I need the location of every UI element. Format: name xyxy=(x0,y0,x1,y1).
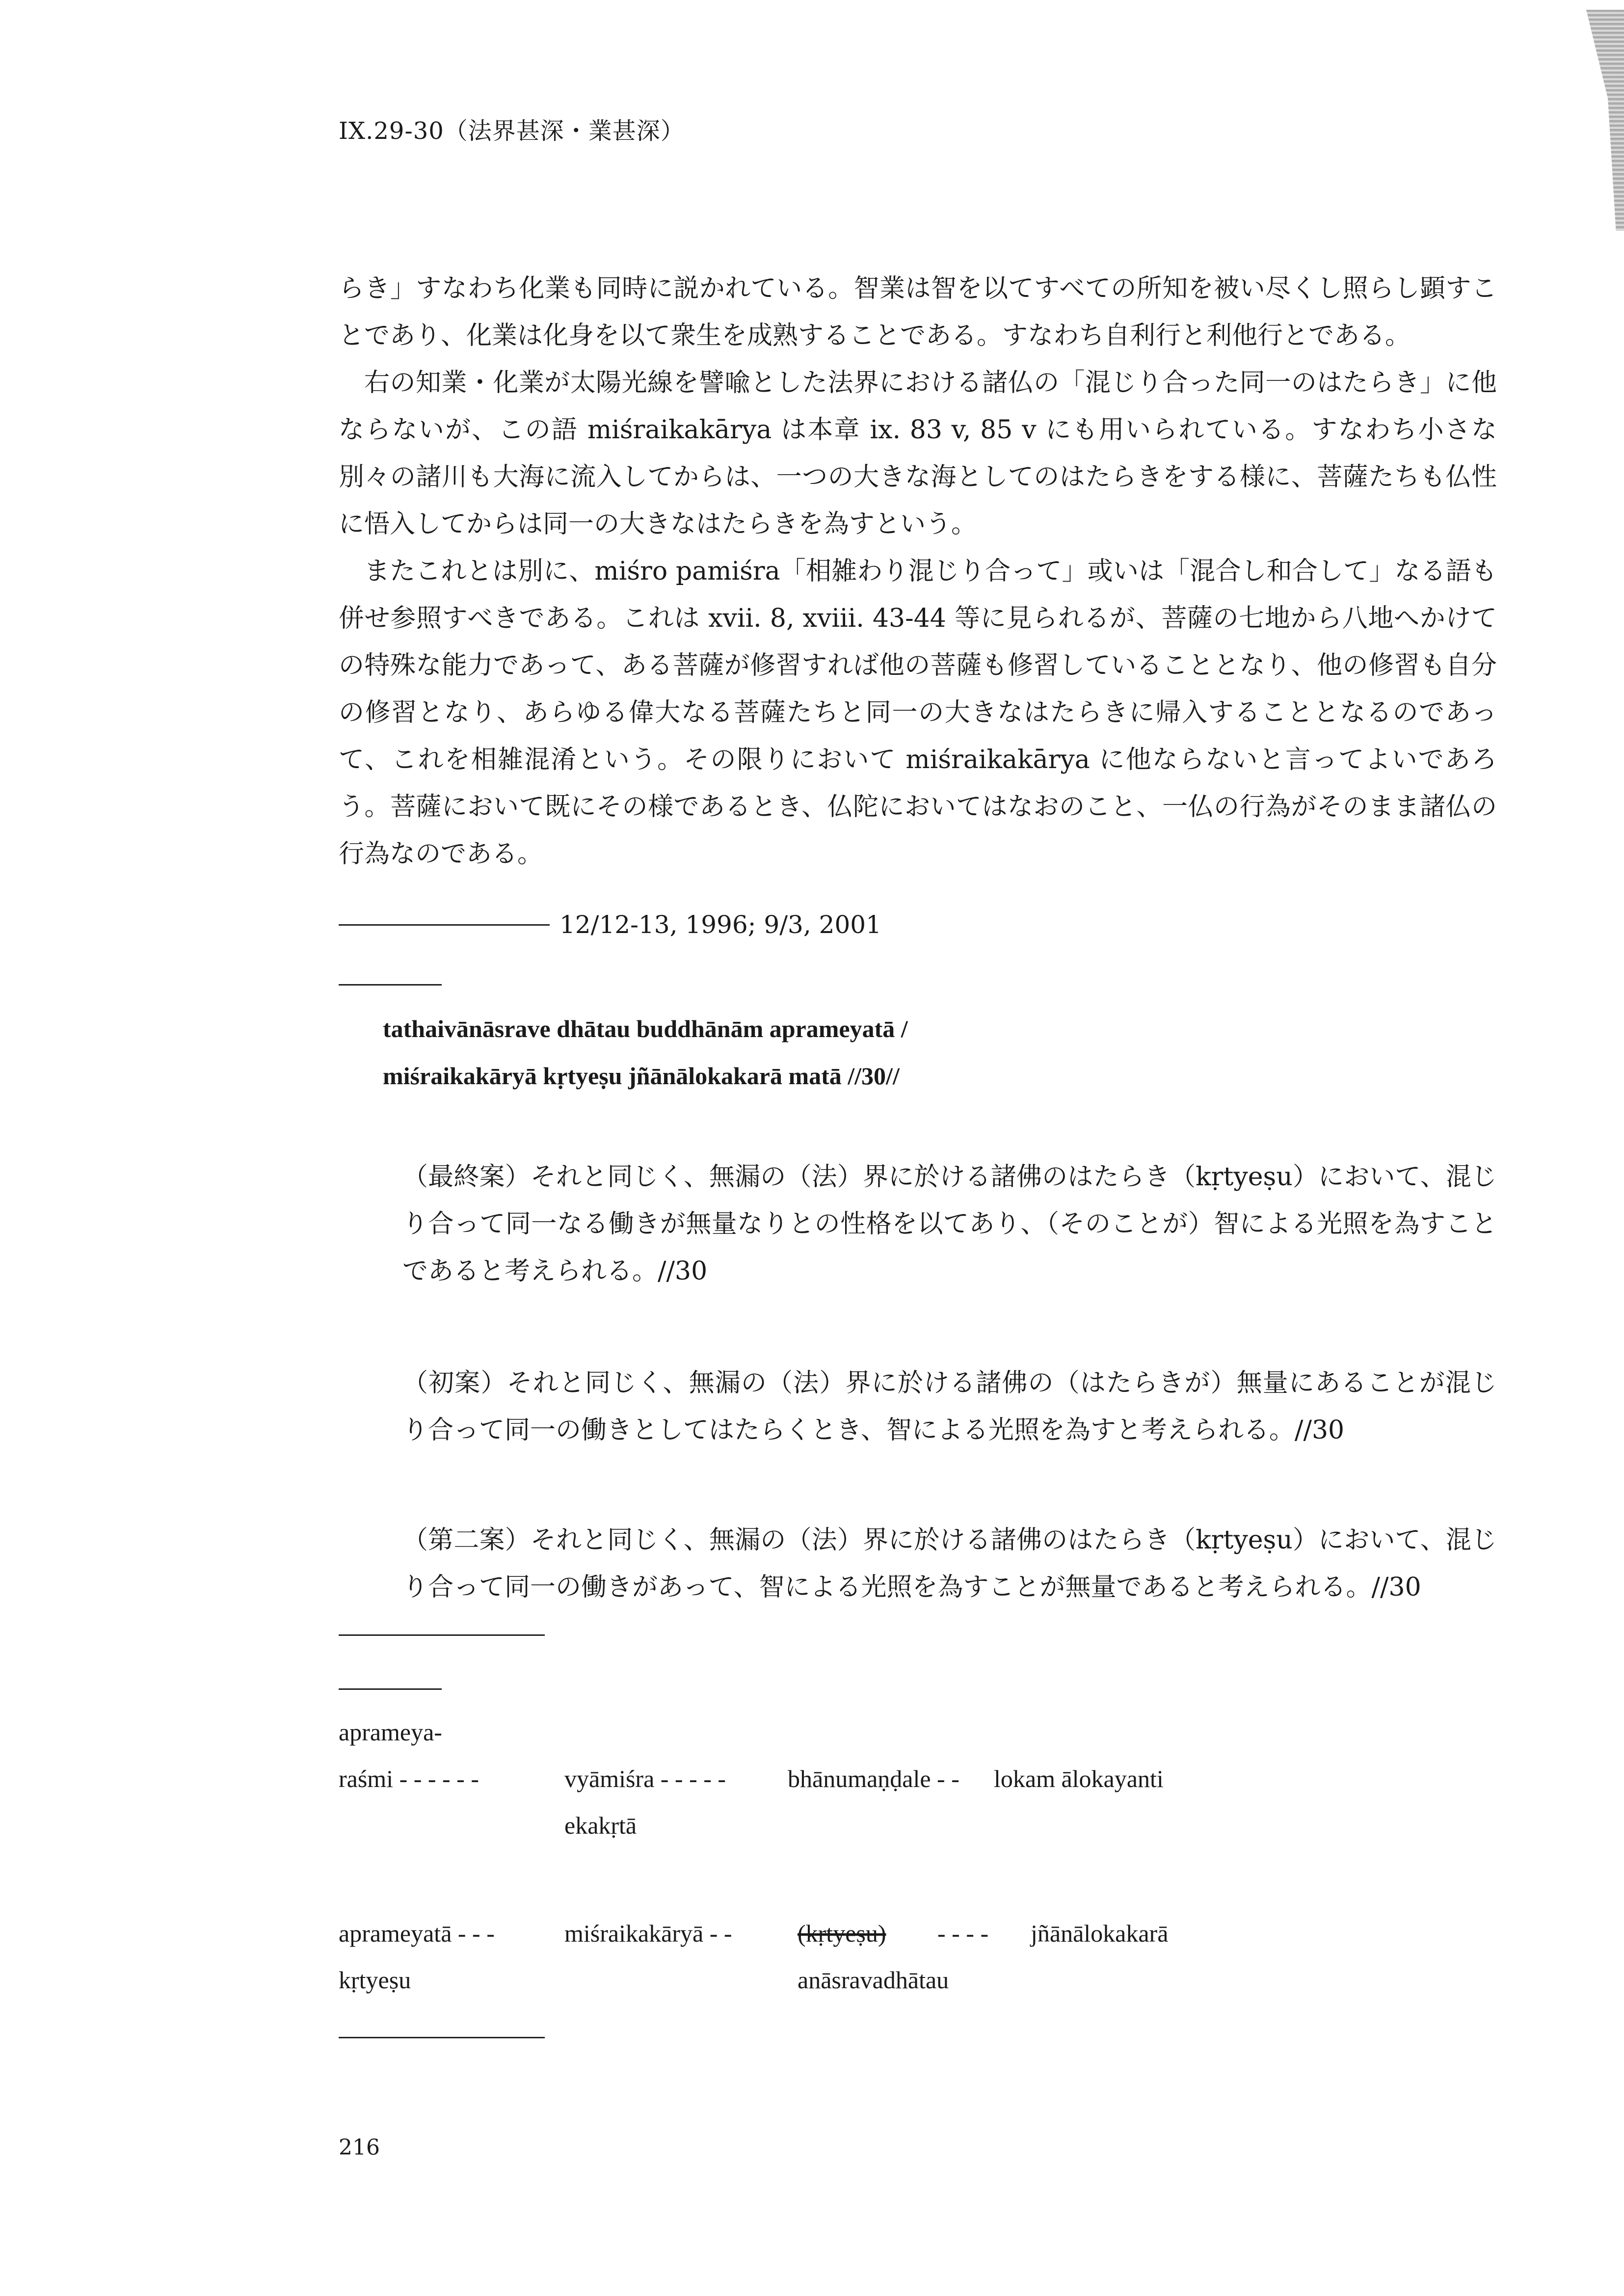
diagram-term: ekakṛtā xyxy=(564,1812,637,1839)
body-paragraph: らき」すなわち化業も同時に説かれている。智業は智を以てすべての所知を被い尽くし照らし顕すことであり、化業は化身を以て衆生を成熟することである。すなわち自利行と利他行とである。 xyxy=(339,274,1497,350)
diagram-term: jñānālokakarā xyxy=(1031,1920,1169,1947)
body-paragraph: 右の知業・化業が太陽光線を譬喩とした法界における諸仏の「混じり合った同一のはたらき」に他ならないが、この語 miśraikakārya は本章 ix. 83 v, 85 v にも用いられている。すなわち小さな別々の諸川も大海に流入してからは、一つの大きな海としてのはたらきをする様に、菩薩たちも仏性に悟入してからは同一の大きなはたらきを為すという。 xyxy=(339,368,1497,539)
diagram-term: miśraikakāryā - - xyxy=(564,1920,732,1947)
verse-line-1: tathaivānāsrave dhātau buddhānām aprameyatā / xyxy=(383,1015,908,1042)
translation-text: それと同じく、無漏の（法）界に於ける諸佛のはたらき（kṛtyeṣu）において、混じり合って同一なる働きが無量なりとの性格を以てあり、（そのことが）智による光照を為すことであると考えられる。//30 xyxy=(402,1162,1497,1286)
diagram-term: aprameya- xyxy=(339,1718,442,1746)
verse-line-2: miśraikakāryā kṛtyeṣu jñānālokakarā matā //30// xyxy=(383,1062,900,1090)
page-number: 216 xyxy=(339,2135,380,2160)
dateline-text: 12/12-13, 1996; 9/3, 2001 xyxy=(559,910,881,939)
section-divider xyxy=(339,2037,545,2038)
diagram-term: vyāmiśra - - - - - xyxy=(564,1765,726,1792)
diagram-term: aprameyatā - - - xyxy=(339,1920,495,1947)
running-title: IX.29-30（法界甚深・業甚深） xyxy=(339,117,685,145)
diagram-term: kṛtyeṣu xyxy=(339,1966,411,1994)
diagram-term: lokam ālokayanti xyxy=(994,1765,1164,1792)
diagram-term: bhānumaṇḍale - - xyxy=(788,1765,959,1792)
translation-label: （第二案） xyxy=(402,1525,531,1555)
translation-text: それと同じく、無漏の（法）界に於ける諸佛のはたらき（kṛtyeṣu）において、混じり合って同一の働きがあって、智による光照を為すことが無量であると考えられる。//30 xyxy=(402,1525,1497,1602)
translation-label: （初案） xyxy=(402,1368,507,1398)
body-paragraph: またこれとは別に、miśro pamiśra「相雑わり混じり合って」或いは「混合し和合して」なる語も併せ参照すべきである。これは xvii. 8, xviii. 43-44 等に見られるが、菩薩の七地から八地へかけての特殊な能力であって、ある菩薩が修習すれば他の菩薩も修習していることとなり、他の修習も自分の修習となり、あらゆる偉大なる菩薩たちと同一の大きなはたらきに帰入することとなるのであって、これを相雑混淆という。その限りにおいて miśraikakārya に他ならないと言ってよいであろう。菩薩において既にその様であるとき、仏陀においてはなおのこと、一仏の行為がそのまま諸仏の行為なのである。 xyxy=(339,557,1497,869)
diagram-term: raśmi - - - - - - xyxy=(339,1765,479,1792)
diagram-term: anāsravadhātau xyxy=(798,1966,949,1994)
diagram-term: - - - - xyxy=(937,1920,989,1947)
translation-text: それと同じく、無漏の（法）界に於ける諸佛の（はたらきが）無量にあることが混じり合って同一の働きとしてはたらくとき、智による光照を為すと考えられる。//30 xyxy=(402,1368,1497,1445)
translation-label: （最終案） xyxy=(402,1162,531,1192)
diagram-term-struck: (kṛtyeṣu) xyxy=(798,1920,886,1947)
